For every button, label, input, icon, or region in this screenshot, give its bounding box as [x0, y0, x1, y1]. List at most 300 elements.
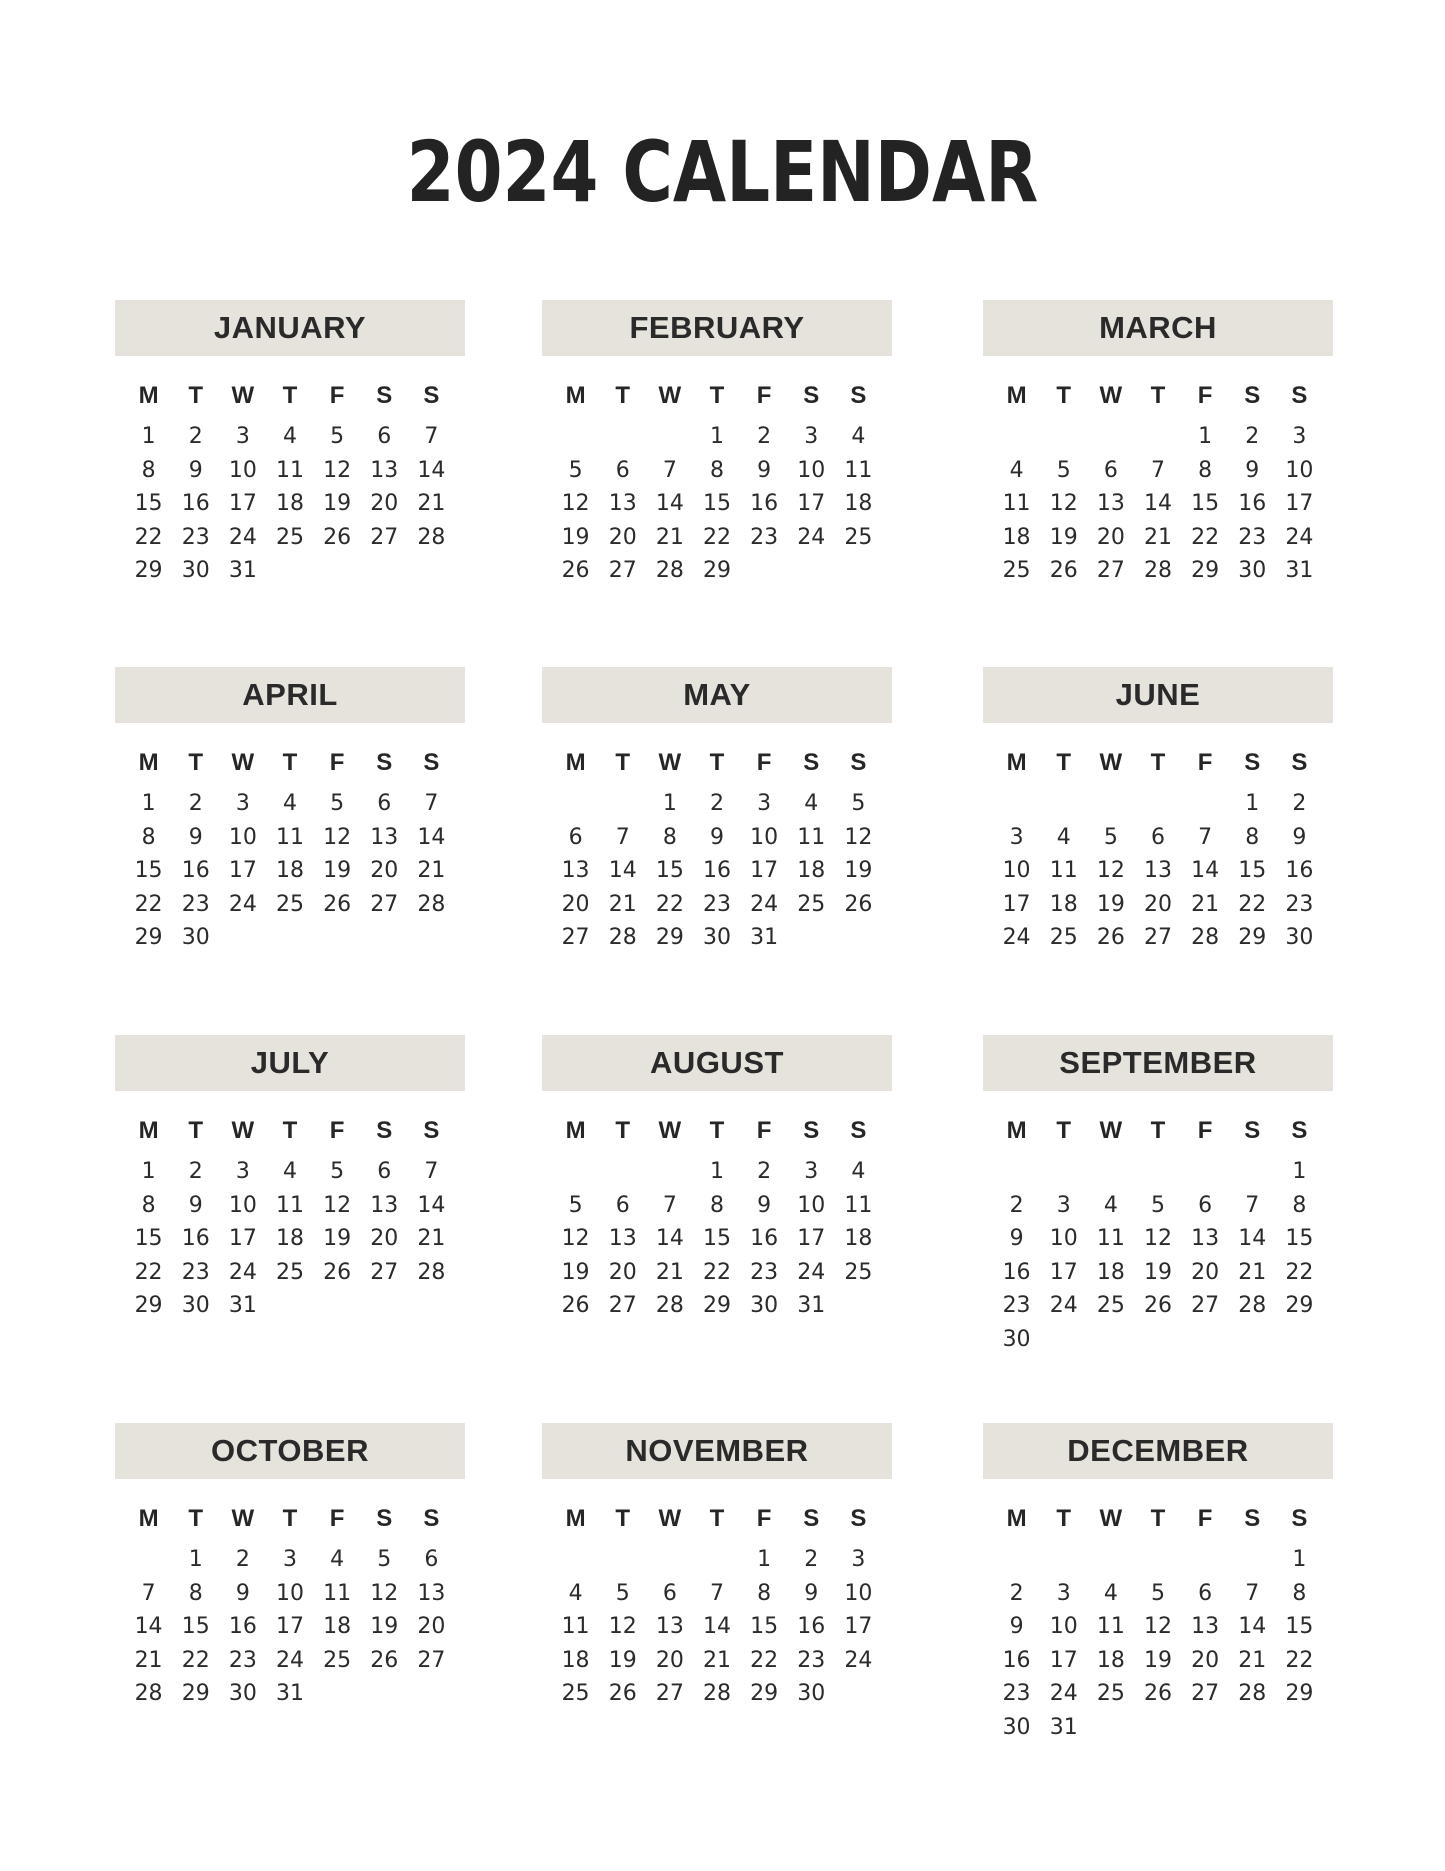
weekday-label: S: [1244, 1505, 1261, 1532]
day-cell: 18: [844, 1226, 873, 1251]
days-grid: [983, 787, 1333, 955]
month-february: [542, 300, 892, 588]
day-cell: 27: [655, 1681, 684, 1706]
weekday-label: S: [376, 749, 393, 776]
day-cell: 12: [1143, 1226, 1172, 1251]
weekday-label: T: [1150, 382, 1166, 409]
day-cell: 17: [228, 491, 257, 516]
weekday-label: T: [282, 749, 298, 776]
day-cell: 15: [1191, 491, 1220, 516]
day-cell: 24: [1049, 1293, 1078, 1318]
day-cell: 14: [655, 1226, 684, 1251]
day-cell: 20: [370, 1226, 399, 1251]
day-cell: 19: [844, 858, 873, 883]
day-cell: 13: [1191, 1614, 1220, 1639]
days-grid: [115, 420, 465, 588]
day-cell: 22: [1238, 891, 1267, 917]
month-header: [115, 667, 465, 723]
day-cell: 10: [228, 824, 257, 850]
weekday-label: T: [282, 1505, 298, 1532]
weekday-label: T: [615, 382, 631, 409]
day-cell: 2: [1292, 791, 1307, 816]
weekday-row: [542, 378, 892, 414]
weekday-label: W: [658, 749, 682, 776]
day-cell: 28: [417, 1259, 446, 1285]
day-cell: 16: [750, 491, 779, 516]
day-cell: 24: [228, 891, 257, 917]
day-cell: 16: [1002, 1259, 1031, 1285]
weekday-label: S: [1244, 382, 1261, 409]
weekday-label: T: [1056, 382, 1072, 409]
day-cell: 13: [370, 457, 399, 483]
day-cell: 25: [844, 1259, 873, 1285]
day-cell: 22: [702, 524, 731, 550]
day-cell: 22: [181, 1647, 210, 1673]
day-cell: 27: [1191, 1681, 1220, 1706]
weekday-label: M: [1006, 749, 1027, 776]
day-cell: 14: [1143, 491, 1172, 516]
day-cell: 19: [561, 1259, 590, 1285]
month-march: [983, 300, 1333, 588]
day-cell: 4: [1009, 457, 1024, 483]
day-cell: 4: [568, 1580, 583, 1606]
day-cell: 24: [750, 891, 779, 917]
day-cell: 20: [370, 858, 399, 883]
day-cell: 4: [282, 1159, 297, 1184]
day-cell: 1: [662, 791, 677, 816]
day-cell: 19: [1096, 891, 1125, 917]
day-cell: 31: [1049, 1714, 1078, 1740]
weekday-label: W: [658, 1505, 682, 1532]
day-cell: 2: [235, 1547, 250, 1572]
day-cell: 22: [134, 524, 163, 550]
weekday-label: M: [565, 749, 586, 776]
day-cell: 3: [804, 424, 819, 449]
day-cell: 9: [709, 824, 724, 850]
day-cell: 18: [275, 491, 304, 516]
day-cell: 5: [1150, 1580, 1165, 1606]
month-header: [115, 300, 465, 356]
day-cell: 27: [608, 1293, 637, 1318]
day-cell: 9: [188, 824, 203, 850]
day-cell: 18: [1096, 1259, 1125, 1285]
day-cell: 10: [1285, 457, 1314, 483]
day-cell: 18: [1002, 524, 1031, 550]
day-cell: 1: [709, 1159, 724, 1184]
weekday-row: [983, 1113, 1333, 1149]
day-cell: 17: [750, 858, 779, 883]
day-cell: 19: [1143, 1647, 1172, 1673]
day-cell: 3: [757, 791, 772, 816]
day-cell: 19: [370, 1614, 399, 1639]
day-cell: 26: [561, 558, 590, 583]
weekday-label: S: [803, 1117, 820, 1144]
month-name: FEBRUARY: [629, 310, 805, 345]
day-cell: 24: [275, 1647, 304, 1673]
day-cell: 19: [1049, 524, 1078, 550]
day-cell: 11: [1002, 491, 1031, 516]
day-cell: 1: [141, 791, 156, 816]
day-cell: 14: [655, 491, 684, 516]
weekday-label: T: [1150, 749, 1166, 776]
day-cell: 28: [417, 524, 446, 550]
days-grid: [115, 787, 465, 955]
day-cell: 11: [844, 457, 873, 483]
day-cell: 3: [1009, 824, 1024, 850]
month-april: [115, 667, 465, 955]
day-cell: 7: [709, 1580, 724, 1606]
day-cell: 1: [141, 424, 156, 449]
weekday-label: F: [756, 382, 772, 409]
month-header: [115, 1035, 465, 1091]
day-cell: 12: [323, 457, 352, 483]
days-grid: [983, 420, 1333, 588]
weekday-label: M: [1006, 1505, 1027, 1532]
day-cell: 14: [417, 1192, 446, 1218]
day-cell: 12: [561, 491, 590, 516]
day-cell: 16: [181, 858, 210, 883]
day-cell: 12: [323, 1192, 352, 1218]
month-november: [542, 1423, 892, 1711]
day-cell: 16: [797, 1614, 826, 1639]
day-cell: 25: [1049, 925, 1078, 950]
day-cell: 23: [702, 891, 731, 917]
day-cell: 29: [134, 925, 163, 950]
weekday-label: S: [1291, 749, 1308, 776]
day-cell: 26: [370, 1647, 399, 1673]
day-cell: 10: [844, 1580, 873, 1606]
day-cell: 13: [561, 858, 590, 883]
day-cell: 27: [1143, 925, 1172, 950]
weekday-label: F: [329, 1117, 345, 1144]
day-cell: 23: [1002, 1681, 1031, 1706]
day-cell: 21: [417, 1226, 446, 1251]
day-cell: 5: [568, 1192, 583, 1218]
day-cell: 2: [804, 1547, 819, 1572]
month-october: [115, 1423, 465, 1711]
day-cell: 15: [750, 1614, 779, 1639]
day-cell: 5: [330, 791, 345, 816]
weekday-row: [983, 745, 1333, 781]
weekday-label: T: [282, 1117, 298, 1144]
weekday-label: F: [1197, 1117, 1213, 1144]
day-cell: 3: [235, 424, 250, 449]
day-cell: 19: [1143, 1259, 1172, 1285]
day-cell: 20: [370, 491, 399, 516]
weekday-label: S: [803, 1505, 820, 1532]
weekday-label: T: [615, 749, 631, 776]
day-cell: 10: [797, 1192, 826, 1218]
day-cell: 26: [1096, 925, 1125, 950]
day-cell: 29: [1238, 925, 1267, 950]
days-grid: [115, 1543, 465, 1711]
day-cell: 6: [1198, 1580, 1213, 1606]
day-cell: 29: [134, 558, 163, 583]
day-cell: 8: [188, 1580, 203, 1606]
day-cell: 13: [417, 1580, 446, 1606]
day-cell: 23: [228, 1647, 257, 1673]
weekday-label: S: [850, 749, 867, 776]
day-cell: 30: [181, 558, 210, 583]
day-cell: 17: [228, 858, 257, 883]
day-cell: 27: [608, 558, 637, 583]
day-cell: 18: [323, 1614, 352, 1639]
day-cell: 19: [561, 524, 590, 550]
weekday-label: W: [231, 1117, 255, 1144]
day-cell: 1: [188, 1547, 203, 1572]
days-grid: [983, 1155, 1333, 1356]
day-cell: 6: [662, 1580, 677, 1606]
day-cell: 18: [797, 858, 826, 883]
day-cell: 11: [1096, 1614, 1125, 1639]
day-cell: 1: [709, 424, 724, 449]
day-cell: 14: [1191, 858, 1220, 883]
day-cell: 25: [275, 524, 304, 550]
day-cell: 18: [275, 1226, 304, 1251]
weekday-label: T: [1056, 749, 1072, 776]
weekday-label: T: [1056, 1117, 1072, 1144]
day-cell: 22: [1285, 1259, 1314, 1285]
weekday-label: F: [1197, 1505, 1213, 1532]
month-name: JANUARY: [213, 310, 367, 345]
day-cell: 4: [282, 424, 297, 449]
month-header: [542, 667, 892, 723]
month-june: [983, 667, 1333, 955]
day-cell: 7: [1150, 457, 1165, 483]
day-cell: 26: [844, 891, 873, 917]
month-name: JULY: [250, 1045, 330, 1080]
day-cell: 26: [1049, 558, 1078, 583]
day-cell: 10: [1049, 1614, 1078, 1639]
weekday-label: T: [188, 1505, 204, 1532]
weekday-row: [542, 1501, 892, 1537]
day-cell: 30: [181, 1293, 210, 1318]
weekday-label: S: [1244, 749, 1261, 776]
day-cell: 17: [1049, 1647, 1078, 1673]
weekday-label: S: [423, 1117, 440, 1144]
weekday-label: S: [850, 382, 867, 409]
day-cell: 28: [655, 558, 684, 583]
day-cell: 12: [1049, 491, 1078, 516]
day-cell: 1: [757, 1547, 772, 1572]
day-cell: 16: [1285, 858, 1314, 883]
day-cell: 3: [235, 1159, 250, 1184]
days-grid: [542, 787, 892, 955]
weekday-label: S: [1291, 1505, 1308, 1532]
day-cell: 21: [1238, 1647, 1267, 1673]
day-cell: 19: [323, 491, 352, 516]
day-cell: 31: [797, 1293, 826, 1318]
day-cell: 21: [134, 1647, 163, 1673]
day-cell: 5: [1103, 824, 1118, 850]
month-august: [542, 1035, 892, 1323]
day-cell: 23: [750, 524, 779, 550]
day-cell: 23: [181, 524, 210, 550]
day-cell: 26: [323, 1259, 352, 1285]
day-cell: 30: [1285, 925, 1314, 950]
day-cell: 21: [1143, 524, 1172, 550]
weekday-label: F: [329, 382, 345, 409]
days-grid: [542, 1155, 892, 1323]
day-cell: 9: [757, 457, 772, 483]
day-cell: 23: [1002, 1293, 1031, 1318]
day-cell: 19: [323, 1226, 352, 1251]
day-cell: 8: [141, 1192, 156, 1218]
weekday-label: M: [138, 749, 159, 776]
day-cell: 15: [702, 491, 731, 516]
day-cell: 8: [709, 457, 724, 483]
weekday-row: [115, 378, 465, 414]
day-cell: 2: [757, 1159, 772, 1184]
day-cell: 6: [377, 791, 392, 816]
day-cell: 2: [709, 791, 724, 816]
day-cell: 13: [1143, 858, 1172, 883]
day-cell: 2: [1009, 1192, 1024, 1218]
day-cell: 23: [1238, 524, 1267, 550]
day-cell: 16: [702, 858, 731, 883]
day-cell: 2: [1009, 1580, 1024, 1606]
day-cell: 5: [615, 1580, 630, 1606]
month-name: SEPTEMBER: [1059, 1045, 1257, 1080]
day-cell: 15: [655, 858, 684, 883]
day-cell: 27: [370, 524, 399, 550]
day-cell: 13: [1096, 491, 1125, 516]
month-september: [983, 1035, 1333, 1356]
month-name: NOVEMBER: [625, 1433, 809, 1468]
day-cell: 15: [181, 1614, 210, 1639]
day-cell: 25: [844, 524, 873, 550]
month-name: MARCH: [1099, 310, 1217, 345]
day-cell: 11: [1049, 858, 1078, 883]
month-header: [542, 1423, 892, 1479]
day-cell: 25: [1002, 558, 1031, 583]
day-cell: 28: [608, 925, 637, 950]
day-cell: 24: [1285, 524, 1314, 550]
weekday-label: S: [376, 382, 393, 409]
weekday-label: F: [756, 1117, 772, 1144]
day-cell: 4: [282, 791, 297, 816]
weekday-label: W: [1099, 382, 1123, 409]
weekday-label: W: [231, 1505, 255, 1532]
days-grid: [542, 1543, 892, 1711]
days-grid: [542, 420, 892, 588]
weekday-label: F: [1197, 749, 1213, 776]
weekday-label: S: [850, 1505, 867, 1532]
weekday-label: F: [756, 749, 772, 776]
day-cell: 16: [228, 1614, 257, 1639]
weekday-label: F: [329, 1505, 345, 1532]
weekday-label: S: [423, 1505, 440, 1532]
day-cell: 8: [141, 457, 156, 483]
day-cell: 13: [370, 1192, 399, 1218]
days-grid: [983, 1543, 1333, 1744]
day-cell: 21: [1238, 1259, 1267, 1285]
month-header: [983, 300, 1333, 356]
month-header: [542, 1035, 892, 1091]
day-cell: 25: [275, 1259, 304, 1285]
day-cell: 18: [561, 1647, 590, 1673]
day-cell: 22: [134, 891, 163, 917]
day-cell: 20: [1191, 1259, 1220, 1285]
day-cell: 24: [1049, 1681, 1078, 1706]
day-cell: 23: [797, 1647, 826, 1673]
month-header: [983, 667, 1333, 723]
day-cell: 26: [1143, 1293, 1172, 1318]
day-cell: 17: [228, 1226, 257, 1251]
month-header: [983, 1035, 1333, 1091]
day-cell: 21: [417, 491, 446, 516]
day-cell: 26: [1143, 1681, 1172, 1706]
weekday-label: T: [615, 1117, 631, 1144]
day-cell: 5: [330, 424, 345, 449]
day-cell: 16: [181, 1226, 210, 1251]
day-cell: 11: [797, 824, 826, 850]
weekday-row: [983, 1501, 1333, 1537]
weekday-label: T: [615, 1505, 631, 1532]
day-cell: 8: [1292, 1192, 1307, 1218]
day-cell: 29: [134, 1293, 163, 1318]
day-cell: 12: [1143, 1614, 1172, 1639]
day-cell: 12: [323, 824, 352, 850]
day-cell: 10: [228, 1192, 257, 1218]
day-cell: 6: [377, 424, 392, 449]
day-cell: 23: [181, 1259, 210, 1285]
day-cell: 4: [330, 1547, 345, 1572]
month-january: [115, 300, 465, 588]
day-cell: 8: [1245, 824, 1260, 850]
day-cell: 16: [181, 491, 210, 516]
day-cell: 7: [615, 824, 630, 850]
day-cell: 19: [323, 858, 352, 883]
day-cell: 23: [750, 1259, 779, 1285]
day-cell: 21: [417, 858, 446, 883]
day-cell: 29: [655, 925, 684, 950]
day-cell: 14: [608, 858, 637, 883]
day-cell: 15: [702, 1226, 731, 1251]
day-cell: 2: [188, 791, 203, 816]
weekday-label: T: [1056, 1505, 1072, 1532]
day-cell: 7: [662, 457, 677, 483]
day-cell: 12: [370, 1580, 399, 1606]
day-cell: 24: [797, 524, 826, 550]
day-cell: 11: [844, 1192, 873, 1218]
weekday-label: S: [1244, 1117, 1261, 1144]
day-cell: 9: [235, 1580, 250, 1606]
day-cell: 25: [1096, 1293, 1125, 1318]
day-cell: 7: [662, 1192, 677, 1218]
weekday-row: [115, 745, 465, 781]
weekday-label: W: [1099, 749, 1123, 776]
day-cell: 3: [235, 791, 250, 816]
day-cell: 22: [1285, 1647, 1314, 1673]
month-name: JUNE: [1115, 677, 1201, 712]
day-cell: 20: [561, 891, 590, 917]
weekday-label: W: [1099, 1117, 1123, 1144]
day-cell: 7: [1198, 824, 1213, 850]
day-cell: 17: [844, 1614, 873, 1639]
weekday-label: S: [423, 749, 440, 776]
day-cell: 10: [1002, 858, 1031, 883]
day-cell: 4: [851, 424, 866, 449]
day-cell: 8: [1198, 457, 1213, 483]
weekday-label: W: [658, 382, 682, 409]
weekday-label: T: [709, 1117, 725, 1144]
day-cell: 5: [568, 457, 583, 483]
day-cell: 15: [134, 1226, 163, 1251]
day-cell: 5: [1056, 457, 1071, 483]
day-cell: 20: [1191, 1647, 1220, 1673]
weekday-label: S: [1291, 1117, 1308, 1144]
